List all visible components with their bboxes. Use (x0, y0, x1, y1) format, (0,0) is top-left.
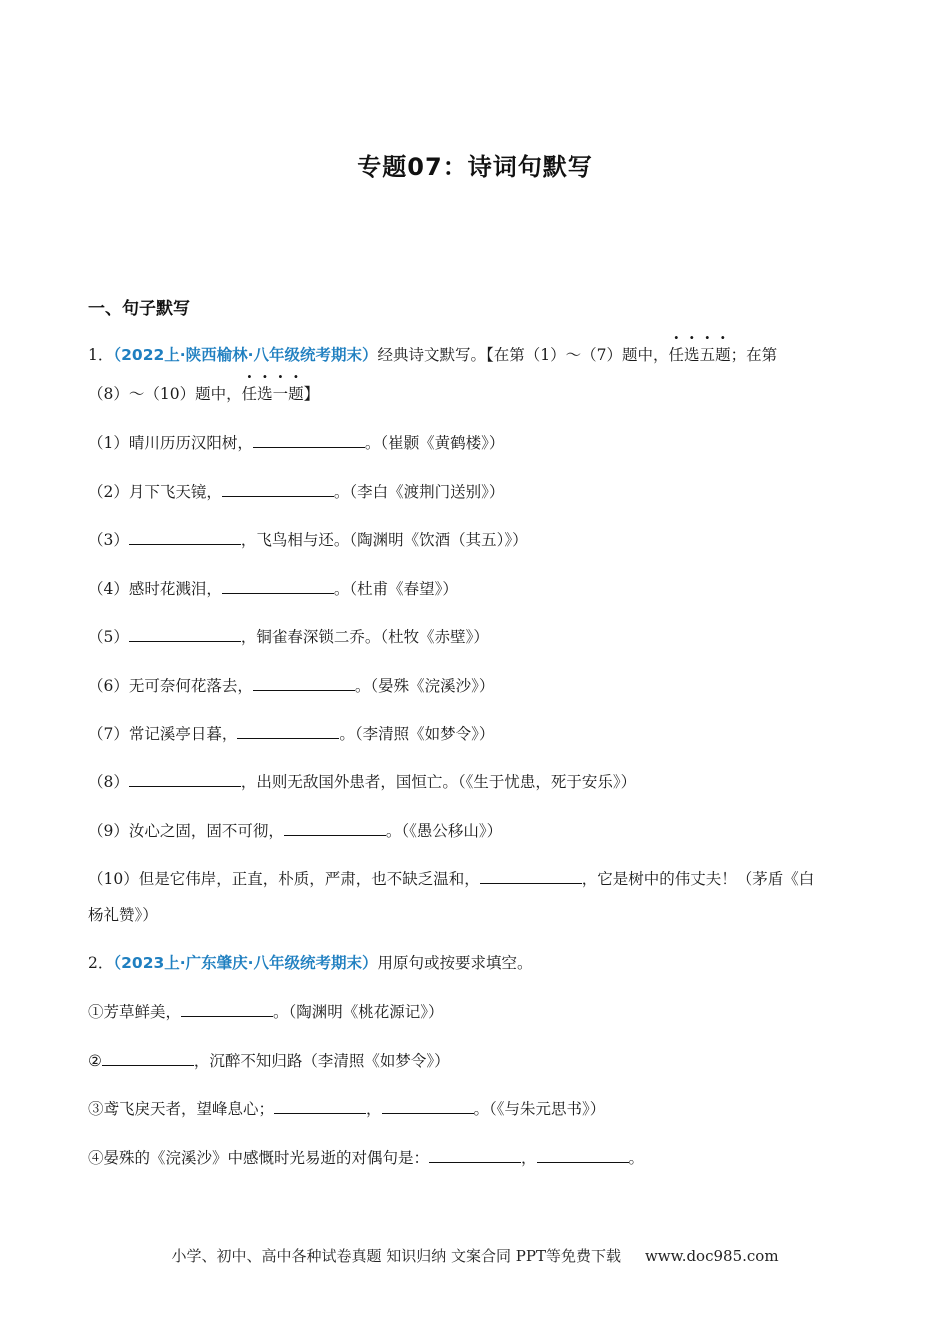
item-text: （2）月下飞天镜， (88, 483, 222, 501)
question-source: （2023上·广东肇庆·八年级统考期末） (113, 954, 378, 972)
answer-blank[interactable] (382, 1097, 474, 1114)
answer-blank[interactable] (429, 1146, 521, 1163)
item-text: （7）常记溪亭日暮， (88, 725, 238, 743)
answer-blank[interactable] (222, 577, 334, 594)
answer-blank[interactable] (537, 1146, 629, 1163)
answer-blank[interactable] (253, 431, 365, 448)
item-text: （9）汝心之固，固不可彻， (88, 822, 284, 840)
item-text: ③鸢飞戾天者，望峰息心； (88, 1100, 275, 1118)
item-text: 。（李清照《如梦令》） (339, 725, 495, 743)
emphasis-char: 选 (257, 385, 273, 403)
item-text: ①芳草鲜美， (88, 1003, 182, 1021)
answer-blank[interactable] (222, 480, 334, 497)
item-text: （4）感时花溅泪， (88, 580, 222, 598)
intro-text: （8）～（10）题中， (88, 385, 242, 403)
fill-item (88, 674, 862, 697)
item-text: ，出则无敌国外患者，国恒亡。（《生于忧患，死于安乐》） (240, 773, 637, 791)
emphasis-char: 五 (699, 346, 716, 364)
item-text: ，飞鸟相与还。（陶渊明《饮酒（其五）》） (240, 531, 528, 549)
intro-text: 】 (303, 385, 320, 403)
intro-text: ；在第 (730, 346, 778, 364)
answer-blank[interactable] (480, 867, 582, 884)
item-text: 杨礼赞》） (88, 906, 158, 924)
item-text: （8） (88, 773, 129, 791)
answer-blank[interactable] (284, 819, 386, 836)
item-text: 。（李白《渡荆门送别》） (333, 483, 505, 501)
question-1-intro-cont (88, 383, 862, 405)
fill-item (88, 577, 862, 600)
item-text: 。（晏殊《浣溪沙》） (354, 677, 495, 695)
fill-item (88, 431, 862, 454)
fill-item-cont (88, 904, 862, 926)
footer-text: 小学、初中、高中各种试卷真题 知识归纳 文案合同 PPT等免费下载 (171, 1247, 621, 1265)
emphasis-char: 题 (715, 346, 731, 364)
answer-blank[interactable] (274, 1097, 366, 1114)
fill-item (88, 1146, 862, 1169)
item-text: 。（《与朱元思书》） (473, 1100, 606, 1118)
item-text: 。（杜甫《春望》） (333, 580, 458, 598)
question-1-intro (88, 344, 862, 366)
item-text: ，铜雀春深锁二乔。（杜牧《赤壁》） (240, 628, 489, 646)
item-text: ④晏殊的《浣溪沙》中感慨时光易逝的对偶句是： (88, 1149, 430, 1167)
question-2-intro (88, 952, 862, 974)
emphasis-char: 一 (272, 385, 289, 403)
answer-blank[interactable] (102, 1049, 194, 1066)
fill-item (88, 1000, 862, 1023)
answer-blank[interactable] (129, 625, 241, 642)
answer-blank[interactable] (129, 528, 241, 545)
item-text: （1）晴川历历汉阳树， (88, 434, 253, 452)
item-text: ， (521, 1149, 537, 1167)
page-title: 专题07：诗词句默写 (357, 153, 593, 181)
item-text: ，沉醉不知归路（李清照《如梦令》） (193, 1052, 450, 1070)
emphasis-char: 任 (241, 385, 258, 403)
item-text: 。 (628, 1149, 645, 1167)
question-source: （2022上·陕西榆林·八年级统考期末） (113, 346, 378, 364)
answer-blank[interactable] (129, 770, 241, 787)
answer-blank[interactable] (253, 674, 355, 691)
emphasis-char: 任 (668, 346, 685, 364)
emphasis-char: 题 (288, 385, 304, 403)
item-text: （3） (88, 531, 129, 549)
question-number: 2． (88, 954, 114, 972)
fill-item (88, 1049, 862, 1072)
item-text: 。（《愚公移山》） (385, 822, 503, 840)
question-number: 1． (88, 346, 114, 364)
fill-item (88, 819, 862, 842)
fill-item (88, 480, 862, 503)
item-text: 。（陶渊明《桃花源记》） (273, 1003, 444, 1021)
fill-item (88, 1097, 862, 1120)
footer-url[interactable]: www.doc985.com (644, 1247, 779, 1265)
item-text: （6）无可奈何花落去， (88, 677, 253, 695)
item-text: （5） (88, 628, 129, 646)
intro-text: 经典诗文默写。【在第（1）～（7）题中， (377, 346, 669, 364)
fill-item (88, 528, 862, 551)
section-heading: 一、句子默写 (88, 299, 190, 319)
item-text: ② (88, 1052, 102, 1070)
emphasis-char: 选 (684, 346, 700, 364)
page-footer (0, 1245, 950, 1266)
item-text: （10）但是它伟岸，正直，朴质，严肃，也不缺乏温和， (88, 870, 480, 888)
fill-item (88, 867, 862, 890)
answer-blank[interactable] (237, 722, 339, 739)
item-text: ， (366, 1100, 382, 1118)
fill-item (88, 770, 862, 793)
fill-item (88, 625, 862, 648)
item-text: 。（崔颢《黄鹤楼》） (364, 434, 505, 452)
answer-blank[interactable] (181, 1000, 273, 1017)
intro-text: 用原句或按要求填空。 (377, 954, 533, 972)
fill-item (88, 722, 862, 745)
item-text: ，它是树中的伟丈夫！（茅盾《白 (581, 870, 815, 888)
